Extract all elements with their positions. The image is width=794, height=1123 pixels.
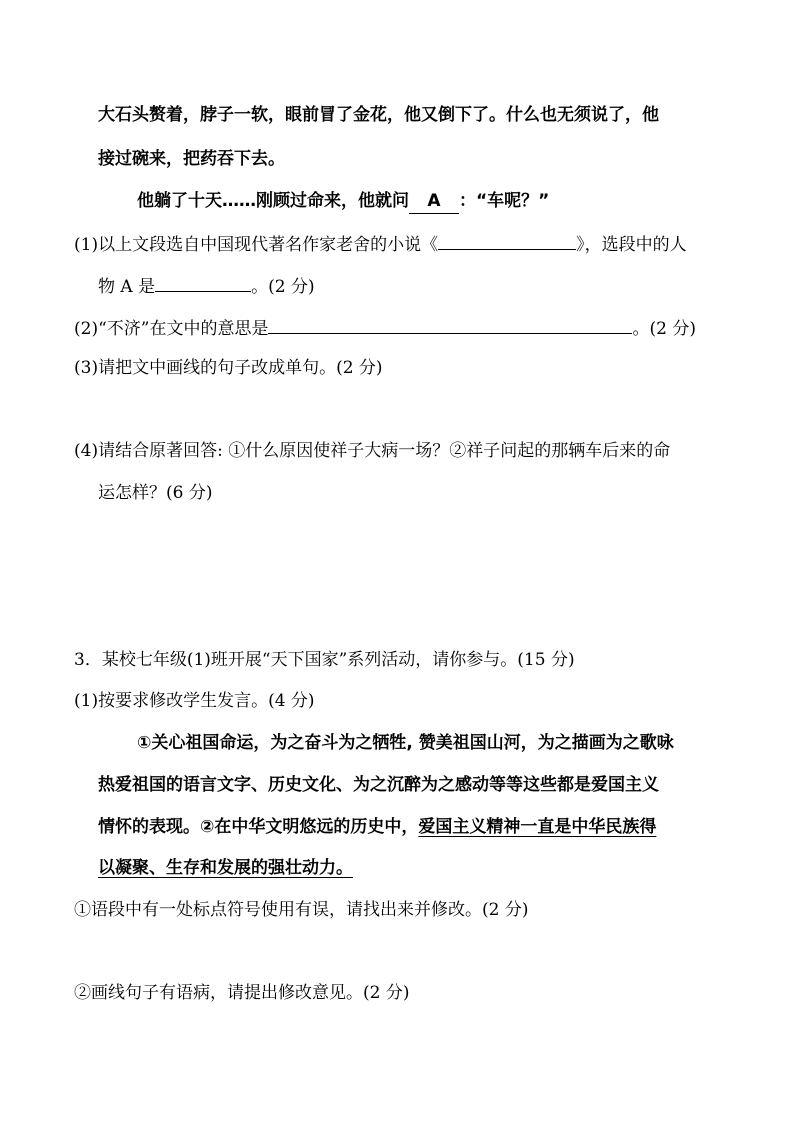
character-a-blank[interactable] bbox=[155, 273, 251, 292]
q3-item-2: ②画线句子有语病，请提出修改意见。(2 分) bbox=[74, 983, 410, 1003]
novel-title-blank[interactable] bbox=[438, 231, 576, 250]
q2-sub4-line1: (4)请结合原著回答: ①什么原因使祥子大病一场？②祥子问起的那辆车后来的命 bbox=[74, 441, 671, 461]
q2-sub1-line2 bbox=[98, 273, 315, 299]
answer-blank-a: A bbox=[409, 189, 459, 214]
meaning-blank[interactable] bbox=[268, 315, 632, 334]
q2-sub2-text-a: (2)“不济”在文中的意思是 bbox=[74, 319, 269, 339]
q3-sub1: (1)按要求修改学生发言。(4 分) bbox=[74, 691, 315, 711]
q2-sub1-text-b: 》，选段中的人 bbox=[576, 235, 687, 255]
passage-line-1: 大石头赘着，脖子一软，眼前冒了金花，他又倒下了。什么也无须说了，他 bbox=[98, 105, 659, 125]
q2-sub1-text-a: (1)以上文段选自中国现代著名作家老舍的小说《 bbox=[74, 235, 439, 255]
q2-sub2-text-b: 。(2 分) bbox=[632, 319, 696, 339]
q3-para-line-2: 热爱祖国的语言文字、历史文化、为之沉醉为之感动等等这些都是爱国主义 bbox=[98, 775, 659, 795]
passage-line-3-quote: ：“车呢？” bbox=[459, 191, 550, 211]
q2-sub1-line1 bbox=[74, 231, 687, 257]
q3-para-line-3-text: 情怀的表现。②在中华文明悠远的历史中， bbox=[98, 817, 419, 837]
passage-line-3 bbox=[137, 189, 549, 214]
q3-item-1: ①语段中有一处标点符号使用有误，请找出来并修改。(2 分) bbox=[74, 900, 529, 920]
underlined-sentence-part-1: 爱国主义精神一直是中华民族得 bbox=[418, 817, 657, 837]
q2-sub1-text-d: 。(2 分) bbox=[251, 277, 315, 297]
passage-line-2: 接过碗来，把药吞下去。 bbox=[98, 149, 285, 169]
passage-line-3-text: 他躺了十天……刚顾过命来，他就问 bbox=[137, 191, 409, 211]
q2-sub3: (3)请把文中画线的句子改成单句。(2 分) bbox=[74, 358, 383, 378]
q2-sub1-text-c: 物 A 是 bbox=[98, 277, 156, 297]
underlined-sentence-part-2: 以凝聚、生存和发展的强壮动力。 bbox=[98, 858, 353, 878]
q2-sub4-line2: 运怎样？(6 分) bbox=[98, 483, 213, 503]
q3-para-line-3 bbox=[98, 815, 656, 839]
q3-title: 3．某校七年级(1)班开展“天下国家”系列活动，请你参与。(15 分) bbox=[74, 650, 575, 670]
q3-para-line-1: ①关心祖国命运，为之奋斗为之牺牲, 赞美祖国山河，为之描画为之歌咏 bbox=[137, 733, 674, 753]
q2-sub2 bbox=[74, 315, 696, 341]
